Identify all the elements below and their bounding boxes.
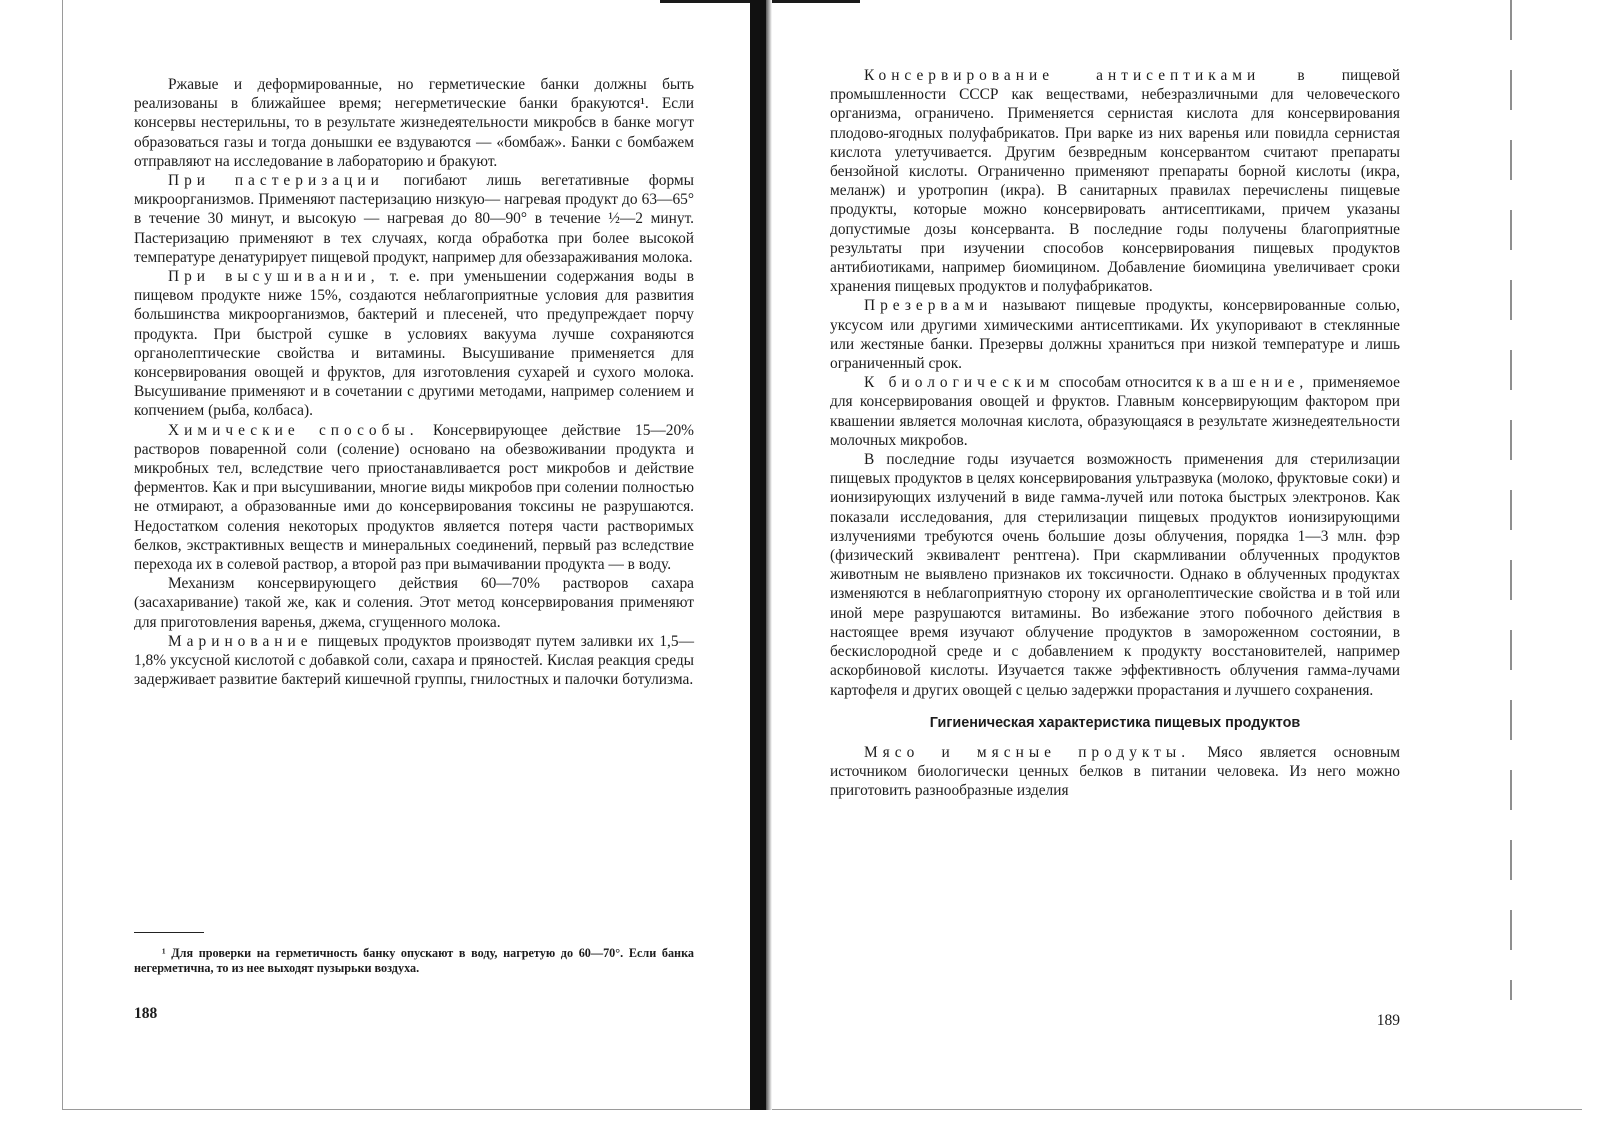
paragraph-drying — [134, 267, 694, 421]
paragraph-sugar: Механизм консервирующего действия 60—70% растворов сахара (засахаривание) такой же, как и соления. Этот метод консервирования применяют для приготовления варенья, джема, сгущенного молока. — [134, 575, 694, 631]
page-edge-marks — [1510, 0, 1512, 1000]
footnote — [134, 946, 694, 975]
paragraph-marinating — [134, 632, 694, 690]
section-heading: Гигиеническая характеристика пищевых продуктов — [929, 714, 1301, 731]
paragraph-preserves — [830, 296, 1400, 373]
footnote-text: ¹ Для проверки на герметичность банку опускают в воду, нагретую до 60—70°. Если банка негерметична, то из нее выходят пузырьки воздуха. — [134, 946, 694, 975]
footnote-rule — [134, 932, 204, 933]
term-antiseptics: Консервирование антисептиками — [864, 67, 1261, 84]
paragraph-irradiation: В последние годы изучается возможность применения для стерилизации пищевых продуктов в целях консервирования ультразвука (молоко, фруктовые соки) и ионизирующих излучений в виде гамма-лучей или потока быстрых электронов. Как показали исследования, для стерилизации пищевых продуктов ионизирующими излучениями требуются очень большие дозы облучения, порядка 1—3 млн. фэр (физический эквивалент рентгена). При скармливании облученных продуктов животным не выявлено признаков их токсичности. Однако в облученных продуктах изменяются в неблагоприятную сторону их органолептические свойства и в той или иной мере разрушаются витамины. Во избежание этого побочного действия в настоящее время изучают облучение продуктов в замороженном состоянии, в бескислородной среде и с добавлением к продукту восстановителей, например аскорбиновой кислоты. Изучается также эффективность облучения гамма-лучами картофеля и других овощей с целью задержки прорастания и лучшего сохранения. — [830, 451, 1400, 699]
term-biological-b: способам относится — [1058, 374, 1192, 392]
term-meat: Мясо и мясные продукты. — [864, 743, 1191, 761]
paragraph-biological — [830, 373, 1400, 450]
term-souring: квашение, — [1196, 374, 1309, 392]
left-page — [134, 0, 694, 1110]
paragraph-biological-body: применяемое для консервирования овощей и фруктов. Главным консервирующим фактором при квашении является молочная кислота, образующаяся в результате жизнедеятельности молочных микробов. — [830, 374, 1400, 449]
paragraph-chemical-body: Консервирующее действие 15—20% растворов поваренной соли (соление) основано на обезвоживании продукта и микробных тел, вследствие чего приостанавливается рост микробов и действие ферментов. Как и при высушивании, многие виды микробов при солении полностью не отмирают, а образованные ими до консервирования токсины не разрушаются. Недостатком соления некоторых продуктов является потеря части растворимых белков, экстрактивных веществ и минеральных соединений, первый раз вследствие перехода их в солевой раствор, а второй раз при вымачивании продукта — в воду. — [134, 421, 694, 574]
paragraph-preserves-body: называют пищевые продукты, консервированные солью, уксусом или другими химическими антисептиками. Их укупоривают в стеклянные или жестяные банки. Презервы должны храниться при низкой температуре и лишь ограниченный срок. — [830, 297, 1400, 373]
paragraph-antiseptics-body: в пищевой промышленности СССР как веществами, небезразличными для человеческого организма, ограничено. Применяется сернистая кислота для консервирования плодово-ягодных полуфабрикатов. При варке из них варенья или повидла сернистая кислота улетучивается. Другим безвредным консервантом считают препараты бензойной кислоты. Ограниченно применяют препараты борной кислоты (икра, меланж) и уротропин (икра). В санитарных правилах перечислены пищевые продукты, которые можно консервировать антисептиками, причем указаны допустимые дозы консерванта. В последние годы получены благоприятные результаты при изучении способов консервирования пищевых продуктов антибиотиками, например биомицином. Добавление биомицина увеличивает сроки хранения пищевых продуктов и полуфабрикатов. — [830, 67, 1400, 296]
paragraph-drying-body: т. е. при уменьшении содержания воды в пищевом продукте ниже 15%, создаются неблагоприятные условия для развития большинства микроорганизмов, бактерий и плесеней, что предупреждает порчу продукта. При быстрой сушке в условиях вакуума лучше сохраняются органолептические свойства и витамины. Высушивание применяется для консервирования овощей и фруктов, для изготовления сухарей и сухого молока. Высушивание применяют и в сочетании с другими методами, например солением и копчением (рыба, колбаса). — [134, 268, 694, 420]
right-page-text — [830, 66, 1400, 801]
paragraph-meat — [830, 743, 1400, 801]
term-marinating: Маринование — [168, 632, 313, 650]
term-chemical: Химические способы. — [168, 421, 419, 439]
term-biological: К биологическим — [864, 374, 1055, 392]
right-page — [830, 0, 1400, 1110]
book-spine-shadow — [750, 0, 766, 1110]
paragraph-pasteurization — [134, 171, 694, 267]
term-pasteurization: При пастеризации — [168, 172, 384, 190]
page-number-right: 189 — [1376, 1012, 1400, 1029]
paragraph-marinating-body: пищевых продуктов производят путем заливки их 1,5—1,8% уксусной кислотой с добавкой соли, сахара и пряностей. Кислая реакция среды задерживает развитие бактерий кишечной группы, гнилостных и палочки ботулизма. — [134, 632, 694, 689]
term-preserves: Презервами — [864, 297, 993, 315]
paragraph-antiseptics — [830, 66, 1400, 296]
term-drying: При высушивании, — [168, 268, 380, 286]
page-number-left: 188 — [134, 1005, 158, 1022]
paragraph-pasteurization-body: погибают лишь вегетативные формы микроорганизмов. Применяют пастеризацию низкую— нагревая продукт до 63—65° в течение 30 минут, и высокую — нагревая до 80—90° в течение ½—2 минут. Пастеризацию применяют в тех случаях, когда обработка при более высокой температуре денатурирует пищевой продукт, например для обеззараживания молока. — [134, 172, 695, 266]
left-page-text — [134, 75, 694, 690]
spine-gradient — [766, 0, 772, 1110]
paragraph-rusty-cans: Ржавые и деформированные, но герметические банки должны быть реализованы в ближайшее время; негерметические банки бракуются¹. Если консервы нестерильны, то в результате жизнедеятельности микробсв в банке могут образоваться газы и тогда донышки ее вздуваются — «бомбаж». Банки с бомбажем отправляют на исследование в лабораторию и бракуют. — [134, 76, 694, 170]
paragraph-meat-body: Мясо является основным источником биологически ценных белков в питании человека. Из него можно приготовить разнообразные изделия — [830, 743, 1401, 800]
paragraph-chemical — [134, 421, 694, 575]
